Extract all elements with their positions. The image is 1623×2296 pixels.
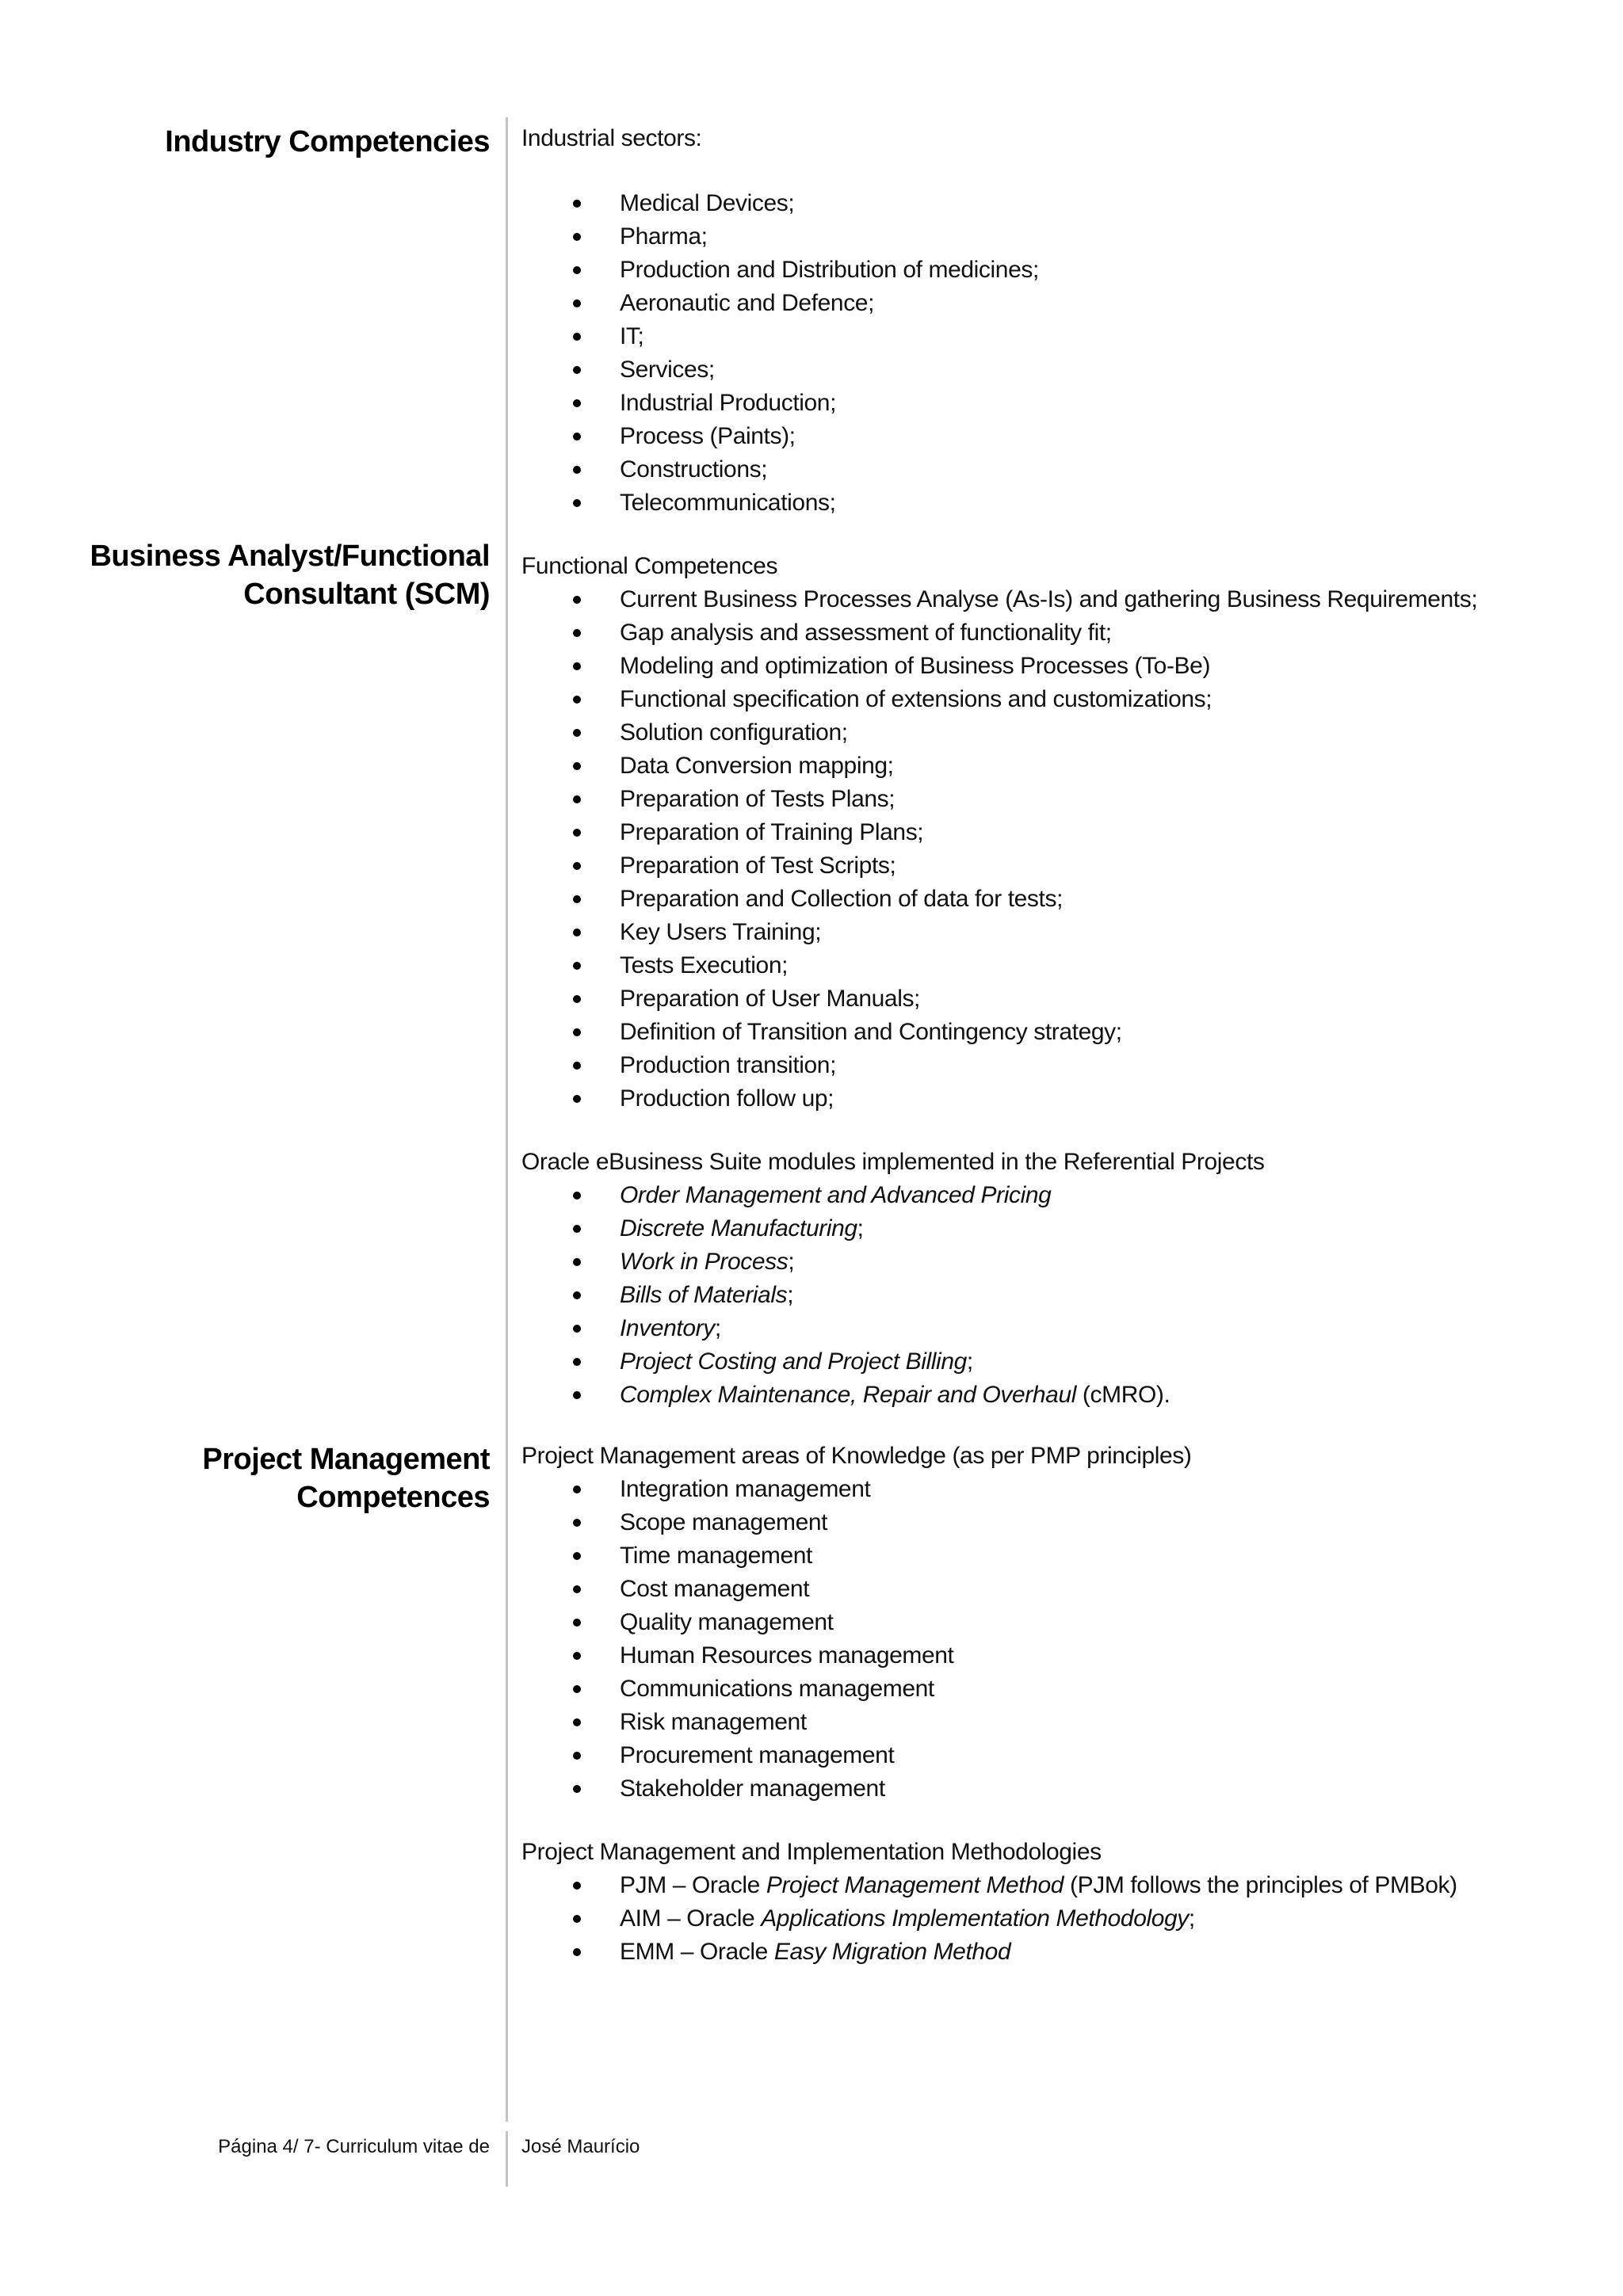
plain-text: AIM – Oracle [620,1905,762,1932]
list-item: Stakeholder management [521,1772,1528,1806]
list-item: Production transition; [521,1049,1528,1082]
list-item: Preparation of Tests Plans; [521,783,1528,816]
italic-text: Project Management Method [766,1872,1064,1898]
italic-text: Easy Migration Method [773,1939,1011,1965]
list-item [521,1902,1528,1936]
industry-heading-text: Industry Competencies [165,125,490,158]
plain-text: ; [788,1249,795,1275]
pm-areas-list [521,1473,1528,1806]
column-divider [506,117,508,2122]
pm-heading-line1: Project Management [202,1443,490,1476]
list-item: Human Resources management [521,1639,1528,1672]
list-item: Cost management [521,1573,1528,1606]
pm-areas-intro: Project Management areas of Knowledge (as per PMP principles) [521,1443,1192,1469]
list-item [521,1245,1528,1279]
italic-text: Work in Process [620,1249,789,1275]
footer-author: José Maurício [521,2136,640,2157]
business-heading-line2: Consultant (SCM) [243,578,490,611]
oracle-list [521,1179,1528,1412]
list-item: Key Users Training; [521,916,1528,949]
italic-text: Order Management and Advanced Pricing [620,1182,1052,1208]
list-item: Solution configuration; [521,716,1528,749]
industry-intro: Industrial sectors: [521,125,702,151]
list-item: Preparation of User Manuals; [521,982,1528,1016]
plain-text: (cMRO). [1076,1382,1170,1408]
plain-text: ; [1188,1905,1195,1932]
list-item: Risk management [521,1706,1528,1739]
business-heading-line1: Business Analyst/Functional [90,540,490,573]
list-item: Services; [521,353,1528,387]
functional-intro: Functional Competences [521,553,778,579]
list-item: Communications management [521,1672,1528,1706]
list-item [521,1179,1528,1212]
italic-text: Project Costing and Project Billing [620,1348,967,1375]
list-item: Preparation of Training Plans; [521,816,1528,849]
plain-text: ; [857,1215,864,1241]
pm-content [521,1440,1528,1969]
list-item [521,1379,1528,1412]
list-item [521,1869,1528,1902]
italic-text: Discrete Manufacturing [620,1215,857,1241]
italic-text: Bills of Materials [620,1282,788,1308]
italic-text: Inventory [620,1315,715,1341]
plain-text: ; [966,1348,973,1375]
list-item: Production and Distribution of medicines; [521,254,1528,287]
list-item [521,1345,1528,1379]
footer-page-info: Página 4/ 7- Curriculum vitae de [218,2136,490,2157]
list-item: Preparation of Test Scripts; [521,849,1528,883]
list-item: Definition of Transition and Contingency strategy; [521,1016,1528,1049]
list-item: Medical Devices; [521,187,1528,220]
list-item: Industrial Production; [521,387,1528,420]
plain-text: ; [787,1282,794,1308]
list-item: Integration management [521,1473,1528,1506]
list-item: Gap analysis and assessment of functionality fit; [521,616,1528,650]
list-item: Data Conversion mapping; [521,749,1528,783]
list-item [521,1279,1528,1312]
list-item: Quality management [521,1606,1528,1639]
list-item: Scope management [521,1506,1528,1539]
plain-text: EMM – Oracle [620,1939,774,1965]
list-item: Functional specification of extensions and customizations; [521,683,1528,716]
list-item: Preparation and Collection of data for tests; [521,883,1528,916]
plain-text: ; [714,1315,721,1341]
business-content [521,550,1528,1412]
list-item: IT; [521,320,1528,353]
list-item: Constructions; [521,453,1528,486]
italic-text: Applications Implementation Methodology [761,1905,1189,1932]
pm-methods-list [521,1869,1528,1969]
functional-list [521,583,1528,1116]
pm-methods-intro: Project Management and Implementation Methodologies [521,1839,1102,1865]
list-item: Aeronautic and Defence; [521,287,1528,320]
industry-content [521,122,1528,520]
industry-list [521,187,1528,520]
list-item: Telecommunications; [521,486,1528,520]
list-item [521,1312,1528,1345]
list-item: Tests Execution; [521,949,1528,982]
business-heading [90,537,490,613]
oracle-intro: Oracle eBusiness Suite modules implemented in the Referential Projects [521,1149,1265,1175]
industry-heading [165,123,490,161]
pm-heading [202,1440,490,1516]
italic-text: Complex Maintenance, Repair and Overhaul [620,1382,1076,1408]
plain-text: (PJM follows the principles of PMBok) [1064,1872,1457,1898]
list-item [521,1212,1528,1245]
pm-heading-line2: Competences [296,1481,490,1514]
list-item: Process (Paints); [521,420,1528,453]
list-item: Modeling and optimization of Business Processes (To-Be) [521,650,1528,683]
list-item: Time management [521,1539,1528,1573]
footer-divider [506,2131,508,2187]
list-item: Current Business Processes Analyse (As-Is) and gathering Business Requirements; [521,583,1528,616]
list-item [521,1936,1528,1969]
list-item: Pharma; [521,220,1528,254]
list-item: Procurement management [521,1739,1528,1772]
plain-text: PJM – Oracle [620,1872,766,1898]
list-item: Production follow up; [521,1082,1528,1116]
